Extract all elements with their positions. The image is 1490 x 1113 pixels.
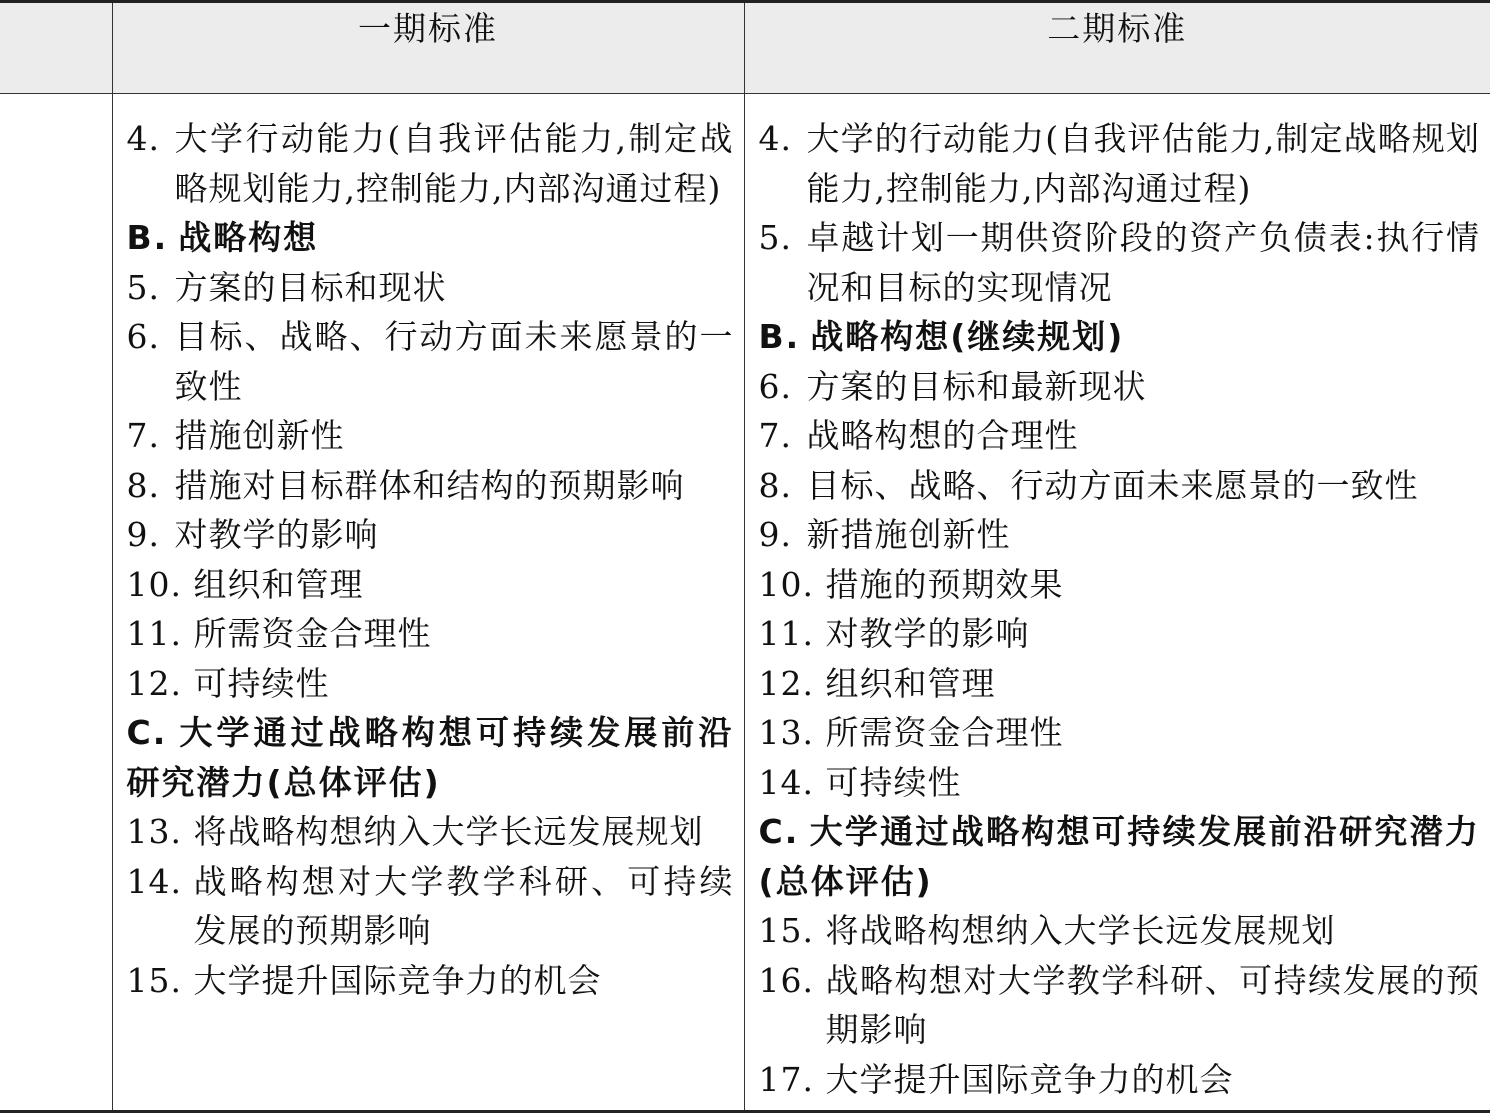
item-number: 17.	[758, 1059, 814, 1099]
list-item	[127, 263, 734, 313]
list-item	[759, 213, 1481, 312]
item-number: 15.	[758, 911, 814, 950]
list-item	[127, 114, 734, 213]
list-item	[127, 312, 734, 411]
item-number: 11.	[758, 614, 814, 653]
list-item	[759, 560, 1481, 610]
item-text: 目标、战略、行动方面未来愿景的一致性	[806, 465, 1419, 505]
list-item	[759, 708, 1481, 758]
item-number: 8.	[758, 465, 792, 505]
item-number: 9.	[126, 515, 160, 554]
item-text: 大学行动能力(自我评估能力,制定战略规划能力,控制能力,内部沟通过程)	[174, 119, 734, 208]
list-item	[759, 758, 1481, 808]
item-number: 7.	[758, 416, 792, 455]
section-title: 战略构想	[178, 218, 319, 257]
item-number: 13.	[758, 713, 814, 752]
list-item	[759, 411, 1481, 461]
table-header-row	[0, 2, 1490, 94]
item-text: 组织和管理	[825, 663, 996, 703]
list-item	[759, 906, 1481, 956]
item-text: 战略构想对大学教学科研、可持续发展的预期影响	[825, 960, 1480, 1049]
list-item	[127, 510, 734, 560]
item-number: 8.	[126, 465, 160, 505]
item-text: 组织和管理	[193, 564, 364, 604]
list-item	[759, 114, 1481, 213]
section-title: 战略构想(继续规划)	[810, 317, 1125, 356]
phase2-criteria-list	[745, 94, 1490, 1104]
list-item	[127, 807, 734, 857]
item-text: 所需资金合理性	[825, 713, 1064, 752]
item-text: 新措施创新性	[806, 515, 1011, 554]
item-text: 方案的目标和最新现状	[806, 366, 1147, 406]
item-number: 9.	[758, 515, 792, 554]
list-item	[127, 956, 734, 1006]
phase1-cell	[112, 94, 744, 1112]
section-letter: B.	[126, 218, 169, 257]
item-number: 14.	[758, 762, 814, 802]
header-phase1: 一期标准	[112, 2, 744, 94]
item-text: 战略构想对大学教学科研、可持续发展的预期影响	[193, 861, 734, 950]
section-heading	[759, 807, 1481, 906]
item-text: 将战略构想纳入大学长远发展规划	[193, 812, 704, 851]
list-item	[127, 609, 734, 659]
list-item	[127, 857, 734, 956]
list-item	[127, 411, 734, 461]
item-text: 对教学的影响	[174, 515, 379, 554]
item-number: 4.	[758, 119, 792, 158]
item-text: 大学提升国际竞争力的机会	[825, 1059, 1234, 1099]
phase1-criteria-list	[113, 94, 744, 1005]
item-text: 措施的预期效果	[825, 564, 1064, 604]
list-item	[759, 461, 1481, 511]
section-heading	[127, 213, 734, 263]
phase2-cell	[744, 94, 1490, 1112]
table-body-row	[0, 94, 1490, 1112]
item-number: 6.	[126, 317, 160, 356]
item-number: 12.	[758, 663, 814, 703]
header-phase2: 二期标准	[744, 2, 1490, 94]
header-empty-cell	[0, 2, 112, 94]
item-number: 4.	[126, 119, 160, 158]
item-number: 6.	[758, 366, 792, 406]
item-text: 大学提升国际竞争力的机会	[193, 960, 602, 1000]
item-text: 可持续性	[825, 762, 962, 802]
item-text: 大学的行动能力(自我评估能力,制定战略规划能力,控制能力,内部沟通过程)	[806, 119, 1480, 208]
item-number: 5.	[126, 267, 160, 307]
section-letter: C.	[126, 713, 168, 752]
item-text: 措施对目标群体和结构的预期影响	[174, 465, 685, 505]
item-number: 11.	[126, 614, 182, 653]
item-text: 可持续性	[193, 663, 330, 703]
item-number: 5.	[758, 218, 792, 257]
section-heading	[127, 708, 734, 807]
item-number: 10.	[758, 564, 814, 604]
list-item	[759, 362, 1481, 412]
body-empty-cell	[0, 94, 112, 1112]
item-text: 目标、战略、行动方面未来愿景的一致性	[174, 317, 734, 406]
item-text: 所需资金合理性	[193, 614, 432, 653]
item-number: 12.	[126, 663, 182, 703]
list-item	[127, 659, 734, 709]
list-item	[759, 609, 1481, 659]
list-item	[759, 1055, 1481, 1105]
list-item	[759, 956, 1481, 1055]
item-text: 措施创新性	[174, 416, 345, 455]
item-text: 方案的目标和现状	[174, 267, 447, 307]
item-number: 13.	[126, 812, 182, 851]
item-number: 10.	[126, 564, 182, 604]
list-item	[759, 659, 1481, 709]
item-number: 14.	[126, 861, 182, 901]
section-title: 大学通过战略构想可持续发展前沿研究潜力(总体评估)	[758, 812, 1480, 901]
section-heading	[759, 312, 1481, 362]
item-text: 卓越计划一期供资阶段的资产负债表:执行情况和目标的实现情况	[806, 218, 1480, 307]
item-text: 对教学的影响	[825, 614, 1030, 653]
item-number: 16.	[758, 960, 814, 1000]
list-item	[127, 461, 734, 511]
section-letter: B.	[758, 317, 801, 356]
list-item	[127, 560, 734, 610]
item-text: 战略构想的合理性	[806, 416, 1079, 455]
section-title: 大学通过战略构想可持续发展前沿研究潜力(总体评估)	[126, 713, 734, 802]
item-number: 15.	[126, 960, 182, 1000]
list-item	[759, 510, 1481, 560]
section-letter: C.	[758, 812, 800, 851]
item-number: 7.	[126, 416, 160, 455]
item-text: 将战略构想纳入大学长远发展规划	[825, 911, 1336, 950]
